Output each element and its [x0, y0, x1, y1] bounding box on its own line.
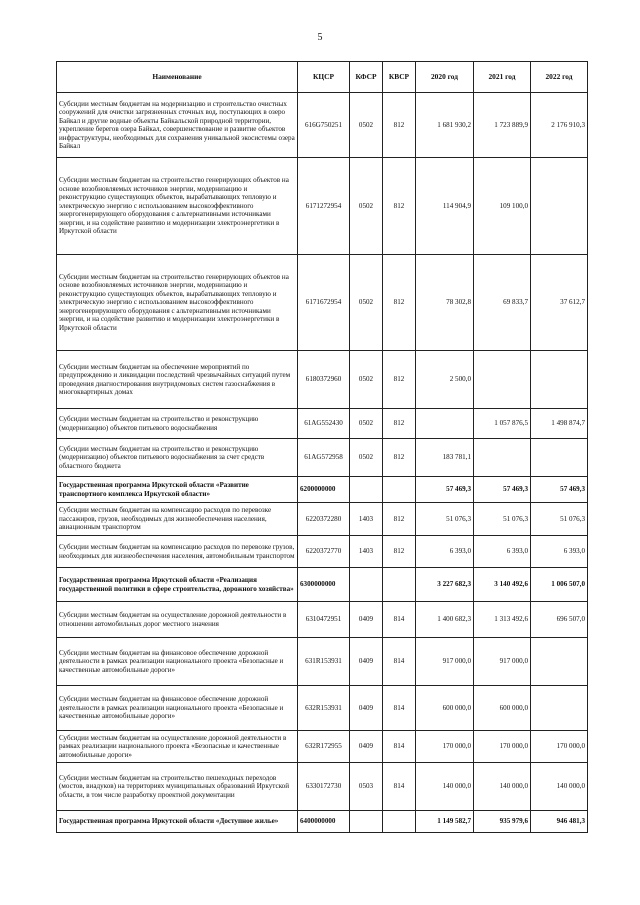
table-row — [57, 638, 588, 686]
row-name: Субсидии местным бюджетам на осуществление дорожной деятельности в рамках реализации национального проекта «Безопасные и качественные автомобильные дороги» — [57, 731, 298, 763]
row-2021: 1 723 889,9 — [474, 93, 531, 158]
row-kcsr: 616G750251 — [298, 93, 350, 158]
row-2020: 78 302,8 — [416, 255, 474, 351]
row-kvsr: 812 — [383, 351, 416, 409]
row-kvsr: 814 — [383, 731, 416, 763]
row-2020: 6 393,0 — [416, 536, 474, 568]
row-kcsr: 61AG552430 — [298, 409, 350, 439]
header-2021: 2021 год — [474, 62, 531, 93]
row-kvsr: 814 — [383, 638, 416, 686]
row-kcsr: 6171672954 — [298, 255, 350, 351]
table-row — [57, 93, 588, 158]
row-2022 — [531, 686, 588, 731]
row-2022 — [531, 351, 588, 409]
row-name: Государственная программа Иркутской области «Реализация государственной политики в сфере строительства, дорожного хозяйства» — [57, 568, 298, 602]
row-2021: 935 979,6 — [474, 811, 531, 833]
row-2022: 6 393,0 — [531, 536, 588, 568]
row-kfsr: 0409 — [350, 638, 383, 686]
row-name: Субсидии местным бюджетам на строительство и реконструкцию (модернизацию) объектов питьевого водоснабжения — [57, 409, 298, 439]
row-kcsr: 6330172730 — [298, 763, 350, 811]
row-name: Субсидии местным бюджетам на строительство генерирующих объектов на основе возобновляемых источников энергии, модернизацию и реконструкцию существующих объектов, вырабатывающих тепловую и электрическую энергию с использованием высокоэффективного энергогенерирующего оборудования с альтернативными источниками энергии, и на содействие развитию и модернизации электроэнергетики в Иркутской области — [57, 255, 298, 351]
row-kvsr: 812 — [383, 255, 416, 351]
row-2022: 1 498 874,7 — [531, 409, 588, 439]
header-2022: 2022 год — [531, 62, 588, 93]
row-2021: 3 140 492,6 — [474, 568, 531, 602]
table-row — [57, 439, 588, 477]
row-kcsr: 6310472951 — [298, 602, 350, 638]
row-name: Субсидии местным бюджетам на модернизацию и строительство очистных сооружений для очистки загрязненных сточных вод, поступающих в озеро Байкал и другие водные объекты Байкальской природной территории, укрепление берегов озера Байкал, совершенствование и развитие объектов инфраструктуры, необходимых для сохранения уникальной экосистемы озера Байкал — [57, 93, 298, 158]
table-row — [57, 351, 588, 409]
row-kcsr: 6200000000 — [298, 477, 350, 503]
row-name: Субсидии местным бюджетам на компенсацию расходов по перевозке грузов, необходимых для жизнеобеспечения населения, автомобильным транспортом — [57, 536, 298, 568]
row-name: Государственная программа Иркутской области «Доступное жилье» — [57, 811, 298, 833]
header-kvsr: КВСР — [383, 62, 416, 93]
row-kvsr — [383, 477, 416, 503]
row-kfsr: 1403 — [350, 503, 383, 536]
table-row — [57, 731, 588, 763]
page-number: 5 — [317, 32, 323, 43]
row-kvsr — [383, 568, 416, 602]
header-name: Наименование — [57, 62, 298, 93]
row-2021: 1 057 876,5 — [474, 409, 531, 439]
row-2021: 109 100,0 — [474, 158, 531, 255]
row-2020: 1 400 682,3 — [416, 602, 474, 638]
table-row — [57, 255, 588, 351]
row-kfsr: 0409 — [350, 731, 383, 763]
row-kcsr: 6300000000 — [298, 568, 350, 602]
row-2020: 2 500,0 — [416, 351, 474, 409]
row-name: Государственная программа Иркутской области «Развитие транспортного комплекса Иркутской области» — [57, 477, 298, 503]
row-kfsr: 0502 — [350, 255, 383, 351]
header-2020: 2020 год — [416, 62, 474, 93]
row-kvsr: 814 — [383, 686, 416, 731]
row-2021: 1 313 492,6 — [474, 602, 531, 638]
program-row — [57, 477, 588, 503]
row-2022: 170 000,0 — [531, 731, 588, 763]
row-2020: 170 000,0 — [416, 731, 474, 763]
row-kfsr: 0502 — [350, 351, 383, 409]
row-kcsr: 6220372770 — [298, 536, 350, 568]
table-row — [57, 686, 588, 731]
row-2021: 600 000,0 — [474, 686, 531, 731]
row-kvsr: 812 — [383, 409, 416, 439]
row-name: Субсидии местным бюджетам на строительство пешеходных переходов (мостов, виадуков) на территориях муниципальных образований Иркутской области, в том числе разработку проектной документации — [57, 763, 298, 811]
row-2022 — [531, 638, 588, 686]
row-name: Субсидии местным бюджетам на финансовое обеспечение дорожной деятельности в рамках реализации национального проекта «Безопасные и качественные автомобильные дороги» — [57, 638, 298, 686]
row-name: Субсидии местным бюджетам на компенсацию расходов по перевозке пассажиров, грузов, необходимых для жизнеобеспечения населения, авиационным транспортом — [57, 503, 298, 536]
row-2020: 600 000,0 — [416, 686, 474, 731]
header-kfsr: КФСР — [350, 62, 383, 93]
row-kfsr: 0502 — [350, 439, 383, 477]
row-2020: 183 781,1 — [416, 439, 474, 477]
row-kcsr: 632R172955 — [298, 731, 350, 763]
row-2021 — [474, 351, 531, 409]
row-kfsr — [350, 811, 383, 833]
row-2020: 114 904,9 — [416, 158, 474, 255]
budget-table — [56, 61, 588, 833]
row-2020: 140 000,0 — [416, 763, 474, 811]
program-row — [57, 811, 588, 833]
table-row — [57, 602, 588, 638]
table-row — [57, 503, 588, 536]
row-2022: 1 006 507,0 — [531, 568, 588, 602]
row-kvsr: 812 — [383, 536, 416, 568]
row-2022: 2 176 910,3 — [531, 93, 588, 158]
row-kvsr: 812 — [383, 158, 416, 255]
row-name: Субсидии местным бюджетам на осуществление дорожной деятельности в отношении автомобильных дорог местного значения — [57, 602, 298, 638]
row-kvsr: 812 — [383, 503, 416, 536]
row-name: Субсидии местным бюджетам на строительство и реконструкцию (модернизацию) объектов питьевого водоснабжения за счет средств областного бюджета — [57, 439, 298, 477]
row-kvsr: 812 — [383, 93, 416, 158]
row-kvsr: 812 — [383, 439, 416, 477]
row-2022: 51 076,3 — [531, 503, 588, 536]
row-kfsr — [350, 477, 383, 503]
program-row — [57, 568, 588, 602]
row-kcsr: 632R153931 — [298, 686, 350, 731]
row-2021: 6 393,0 — [474, 536, 531, 568]
row-2022: 37 612,7 — [531, 255, 588, 351]
row-2022 — [531, 439, 588, 477]
row-2020: 57 469,3 — [416, 477, 474, 503]
row-kcsr: 6400000000 — [298, 811, 350, 833]
row-2021: 51 076,3 — [474, 503, 531, 536]
row-kfsr — [350, 568, 383, 602]
table-row — [57, 158, 588, 255]
row-2021: 140 000,0 — [474, 763, 531, 811]
row-2020: 1 149 582,7 — [416, 811, 474, 833]
table-row — [57, 536, 588, 568]
row-2022: 57 469,3 — [531, 477, 588, 503]
row-kcsr: 6220372280 — [298, 503, 350, 536]
row-2020 — [416, 409, 474, 439]
row-kfsr: 0409 — [350, 686, 383, 731]
row-kcsr: 631R153931 — [298, 638, 350, 686]
row-kvsr: 814 — [383, 763, 416, 811]
row-2021 — [474, 439, 531, 477]
row-kfsr: 0409 — [350, 602, 383, 638]
row-2022 — [531, 158, 588, 255]
row-kvsr: 814 — [383, 602, 416, 638]
row-kfsr: 1403 — [350, 536, 383, 568]
row-name: Субсидии местным бюджетам на строительство генерирующих объектов на основе возобновляемых источников энергии, модернизацию и реконструкцию существующих объектов, вырабатывающих тепловую и электрическую энергию с использованием высокоэффективного энергогенерирующего оборудования с альтернативными источниками энергии, и на содействие развитию и модернизации электроэнергетики в Иркутской области — [57, 158, 298, 255]
row-kfsr: 0502 — [350, 93, 383, 158]
row-2021: 69 833,7 — [474, 255, 531, 351]
row-kcsr: 6180372960 — [298, 351, 350, 409]
row-2020: 51 076,3 — [416, 503, 474, 536]
row-name: Субсидии местным бюджетам на обеспечение мероприятий по предупреждению и ликвидации последствий чрезвычайных ситуаций путем проведения диагностирования внутридомовых систем газоснабжения в многоквартирных домах — [57, 351, 298, 409]
row-2020: 3 227 682,3 — [416, 568, 474, 602]
row-2020: 1 681 930,2 — [416, 93, 474, 158]
row-2021: 170 000,0 — [474, 731, 531, 763]
row-2021: 57 469,3 — [474, 477, 531, 503]
table-row — [57, 409, 588, 439]
table-header-row — [57, 62, 588, 93]
row-kfsr: 0503 — [350, 763, 383, 811]
row-2021: 917 000,0 — [474, 638, 531, 686]
header-kcsr: КЦСР — [298, 62, 350, 93]
row-2022: 140 000,0 — [531, 763, 588, 811]
row-kcsr: 6171272954 — [298, 158, 350, 255]
row-2022: 946 481,3 — [531, 811, 588, 833]
row-kvsr — [383, 811, 416, 833]
row-name: Субсидии местным бюджетам на финансовое обеспечение дорожной деятельности в рамках реализации национального проекта «Безопасные и качественные автомобильные дороги» — [57, 686, 298, 731]
row-kfsr: 0502 — [350, 409, 383, 439]
row-kfsr: 0502 — [350, 158, 383, 255]
table-row — [57, 763, 588, 811]
row-kcsr: 61AG572958 — [298, 439, 350, 477]
row-2020: 917 000,0 — [416, 638, 474, 686]
row-2022: 696 507,0 — [531, 602, 588, 638]
